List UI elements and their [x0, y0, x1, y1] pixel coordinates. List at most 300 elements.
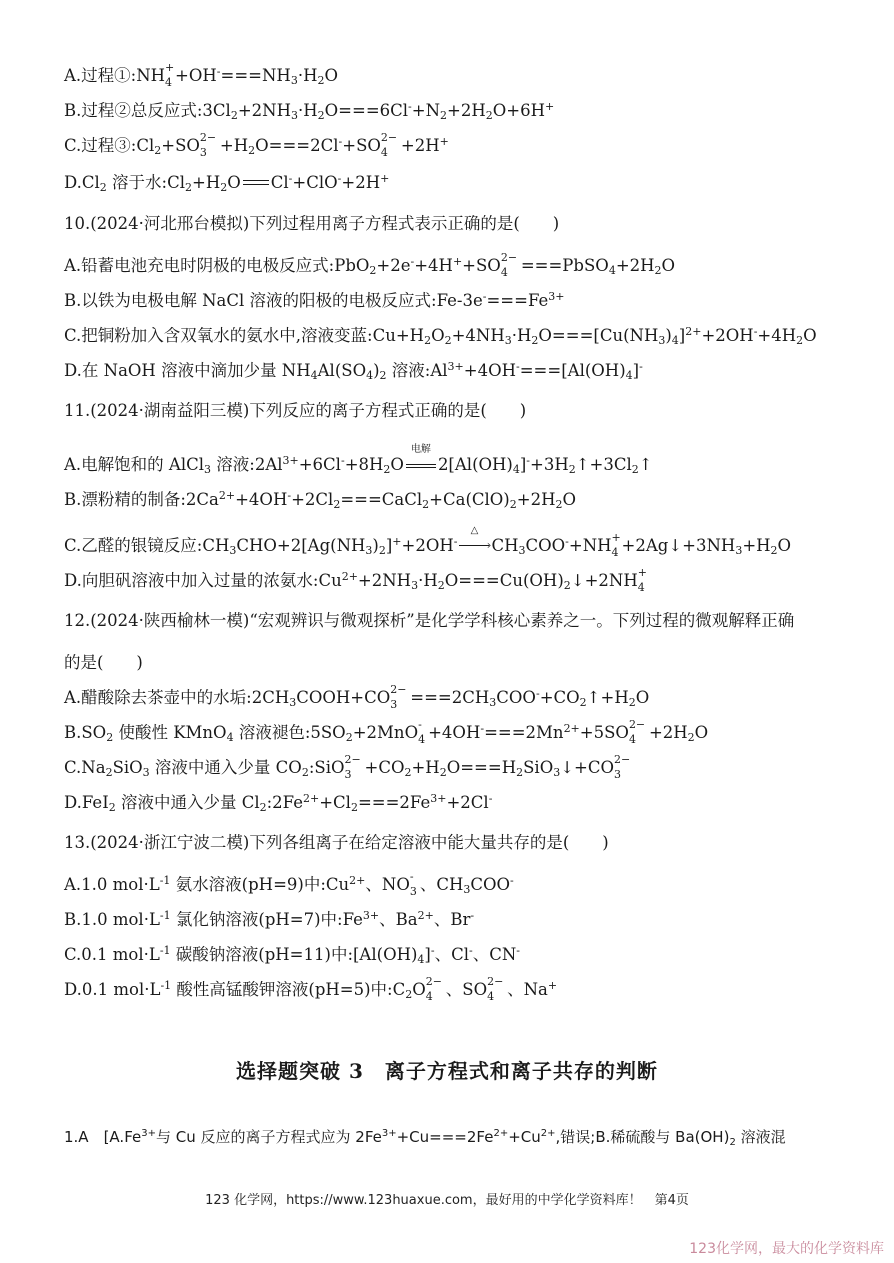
text-run: O	[412, 980, 426, 999]
text-run: O	[431, 326, 445, 345]
text-run: 溶液:2Al	[211, 455, 283, 474]
text-run: +CO	[364, 758, 405, 777]
text-run: +6Cl	[298, 455, 341, 474]
text-run: +2Ag↓+3NH	[621, 536, 736, 555]
text-run: Cl	[270, 173, 289, 192]
subscript: 2	[108, 801, 116, 814]
option-line	[64, 683, 650, 711]
subscript: 4	[671, 334, 679, 347]
text-run: D.Cl	[64, 173, 100, 192]
option-line	[64, 173, 389, 193]
text-run: +Cu	[508, 1128, 541, 1146]
option-line	[64, 131, 449, 159]
text-run: O	[635, 688, 650, 707]
text-run: 溶于水:Cl	[106, 173, 186, 192]
text-run: ·H	[511, 326, 532, 345]
subscript: 2	[369, 264, 377, 277]
subscript: 3	[291, 109, 298, 122]
superscript: 2+	[341, 570, 358, 583]
subscript: 2	[770, 544, 778, 557]
text-run: +2H	[447, 101, 486, 120]
text-run: ↓+CO	[560, 758, 615, 777]
superscript: -	[526, 454, 531, 467]
text-run: +2MnO	[352, 723, 419, 742]
option-line	[64, 945, 520, 965]
text-run: 酸性高锰酸钾溶液(pH=5)中:C	[171, 980, 406, 999]
text-run	[406, 464, 436, 465]
subscript: 2	[106, 731, 114, 744]
subscript: 2	[444, 334, 452, 347]
text-run: 3	[344, 768, 352, 781]
text-run: 电解	[410, 444, 431, 455]
text-run: O	[562, 490, 576, 509]
option-line	[64, 444, 653, 476]
text-run: D.向胆矾溶液中加入过量的浓氨水:Cu	[64, 571, 342, 590]
text-run: ===2CH	[410, 688, 490, 707]
text-run: +Cl	[319, 793, 351, 812]
heat-arrow-icon	[457, 525, 492, 556]
text-run: C.乙醛的银镜反应:CH	[64, 536, 230, 555]
subscript: 2	[350, 801, 358, 814]
text-run: C.过程③:Cl	[64, 136, 155, 155]
text-run: 2−	[500, 251, 518, 264]
text-run: 2−	[425, 975, 442, 988]
text-run: +4H	[757, 326, 797, 345]
text-run: +4OH	[463, 361, 517, 380]
text-run: O===6Cl	[324, 101, 409, 120]
text-run: +5SO	[579, 723, 629, 742]
text-run: +OH	[175, 66, 217, 85]
superscript: -	[430, 944, 435, 957]
text-run: ===2Mn	[484, 723, 564, 742]
answer-line	[64, 1127, 786, 1147]
text-run	[409, 870, 420, 898]
question-title	[64, 401, 526, 421]
text-run	[500, 251, 521, 279]
text-run	[344, 753, 365, 781]
subscript: 2	[379, 369, 387, 382]
text-run: SiO	[112, 758, 143, 777]
text-run: +2H	[516, 490, 556, 509]
superscript: 2+	[493, 1128, 509, 1139]
text-run: +NH	[568, 536, 612, 555]
subscript: 2	[424, 334, 432, 347]
text-run: B.过程②总反应式:3Cl	[64, 101, 231, 120]
subscript: 2	[485, 109, 493, 122]
text-run: 2−	[390, 683, 407, 696]
option-line	[64, 718, 709, 746]
text-run: +SO	[462, 256, 501, 275]
subscript: 2	[563, 579, 571, 592]
text-run: 氯化钠溶液(pH=7)中:Fe	[170, 910, 363, 929]
text-run: :2Fe	[266, 793, 303, 812]
text-run: B.漂粉精的制备:2Ca	[64, 490, 219, 509]
text-run: 3	[390, 698, 398, 711]
text-run: O	[694, 723, 709, 742]
page-footer: 123 化学网，https://www.123huaxue.com，最好用的中学化学资料库！ 第4页	[205, 1193, 689, 1208]
text-run: O	[324, 66, 338, 85]
text-run: CHO+2[Ag(NH	[236, 536, 366, 555]
superscript: -	[516, 360, 520, 373]
superscript: 2+	[218, 489, 236, 502]
superscript: 3+	[141, 1128, 156, 1139]
text-run: 4	[611, 546, 619, 559]
text-run: 溶液褪色:5SO	[233, 723, 346, 742]
subscript: 3	[504, 334, 512, 347]
text-run: ·H	[298, 101, 318, 120]
text-run: ·H	[297, 66, 318, 85]
subscript: 2	[654, 264, 662, 277]
subscript: 2	[230, 109, 238, 122]
superscript: 2+	[417, 909, 434, 922]
text-run: +2NH	[237, 101, 291, 120]
text-run: ===CaCl	[340, 490, 423, 509]
text-run: 12.(2024·陕西榆林一模)“宏观辨识与微观探析”是化学学科核心素养之一。下列过程的微观解释正确	[64, 611, 795, 630]
subscript: 2	[568, 463, 576, 476]
subscript: 2	[440, 109, 448, 122]
subscript: 2	[579, 696, 587, 709]
subscript: 2	[154, 144, 162, 157]
superscript: -1	[159, 874, 171, 887]
text-run: +4OH	[428, 723, 481, 742]
text-run: ↑	[638, 455, 653, 474]
text-run: A.过程①:NH	[64, 66, 166, 85]
subscript: 3	[489, 696, 497, 709]
text-run: 溶液中通入少量 CO	[149, 758, 302, 777]
text-run	[459, 545, 489, 546]
subscript: 2	[383, 463, 391, 476]
subscript: 2	[317, 74, 325, 87]
text-run: -	[409, 870, 414, 883]
text-run: 2[Al(OH)	[437, 455, 513, 474]
text-run: ]	[678, 326, 686, 345]
subscript: 4	[625, 369, 633, 382]
text-run	[614, 753, 634, 781]
option-line	[64, 566, 648, 594]
text-run: ]	[424, 945, 431, 964]
text-run: 2−	[628, 718, 646, 731]
superscript: -	[753, 325, 758, 338]
subscript: 2	[378, 544, 386, 557]
text-run: D.FeI	[64, 793, 109, 812]
subscript: 2	[437, 579, 445, 592]
text-run: +4NH	[451, 326, 505, 345]
superscript: 3+	[548, 290, 565, 303]
electrolysis-condition-icon	[404, 444, 438, 475]
option-line	[64, 870, 514, 898]
superscript: -	[337, 172, 342, 185]
text-run: 1.A [A.Fe	[64, 1128, 142, 1146]
text-run: +Cu===2Fe	[396, 1128, 494, 1146]
superscript: -	[510, 874, 514, 887]
text-run: +H	[411, 758, 440, 777]
superscript: -	[639, 360, 643, 373]
text-run: 、CH	[419, 875, 464, 894]
subscript: 2	[185, 181, 193, 194]
subscript: 3	[142, 766, 150, 779]
text-run	[406, 467, 436, 468]
text-run: 、NO	[365, 875, 410, 894]
text-run	[380, 131, 401, 159]
text-run: )	[372, 536, 379, 555]
subscript: 4	[226, 731, 234, 744]
text-run: )	[665, 326, 672, 345]
subscript: 2	[628, 696, 636, 709]
text-run: +SO	[161, 136, 200, 155]
superscript: -	[453, 535, 458, 548]
text-run: 氨水溶液(pH=9)中:Cu	[170, 875, 350, 894]
subscript: 2	[333, 498, 341, 511]
option-line	[64, 251, 676, 279]
text-run	[611, 531, 622, 559]
text-run: A.醋酸除去茶壶中的水垢:2CH	[64, 688, 290, 707]
text-run: 3	[614, 768, 622, 781]
text-run: A.铅蓄电池充电时阴极的电极反应式:PbO	[64, 256, 370, 275]
superscript: -1	[159, 944, 171, 957]
text-run: O===H	[446, 758, 517, 777]
text-run: CH	[491, 536, 519, 555]
reversible-arrow-icon	[241, 173, 271, 193]
superscript: -	[408, 100, 412, 113]
text-run	[628, 718, 649, 746]
subscript: 3	[290, 74, 298, 87]
text-run: O===2Cl	[255, 136, 339, 155]
text-run: ===PbSO	[520, 256, 609, 275]
text-run: 使酸性 KMnO	[113, 723, 227, 742]
text-run: 、CN	[472, 945, 517, 964]
text-run: ,错误;B.稀硫酸与 Ba(OH)	[555, 1128, 730, 1146]
text-run	[487, 975, 507, 1003]
text-run: +H	[742, 536, 771, 555]
text-run: B.以铁为电极电解 NaCl 溶液的阳极的电极反应式:Fe-3e	[64, 291, 483, 310]
superscript: +	[545, 100, 555, 113]
text-run: +2OH	[701, 326, 754, 345]
text-run: 4	[500, 266, 508, 279]
text-run: O	[777, 536, 792, 555]
subscript: 2	[317, 109, 325, 122]
option-line	[64, 793, 492, 813]
text-run: 3	[409, 885, 417, 898]
text-run: +ClO	[292, 173, 338, 192]
superscript: -	[338, 135, 343, 148]
subscript: 2	[687, 731, 695, 744]
text-run: B.1.0 mol·L	[64, 910, 160, 929]
text-run: +2Cl	[446, 793, 489, 812]
subscript: 2	[301, 766, 309, 779]
text-run: D.0.1 mol·L	[64, 980, 161, 999]
text-run: +4H	[414, 256, 453, 275]
superscript: -	[288, 172, 293, 185]
option-line	[64, 61, 338, 89]
text-run: 10.(2024·河北邢台模拟)下列过程用离子方程式表示正确的是( )	[64, 214, 560, 233]
subscript: 3	[204, 463, 212, 476]
superscript: 2+	[303, 792, 320, 805]
text-run: ↑+H	[586, 688, 629, 707]
text-run: +	[611, 531, 621, 544]
subscript: 2	[729, 1137, 736, 1148]
text-run	[418, 718, 428, 746]
text-run: ]	[385, 536, 393, 555]
text-run: 、Br	[433, 910, 471, 929]
superscript: +	[392, 535, 402, 548]
superscript: 3+	[381, 1128, 397, 1139]
superscript: -	[468, 944, 473, 957]
text-run: +	[165, 61, 175, 74]
option-line	[64, 525, 792, 559]
text-run: O	[227, 173, 241, 192]
text-run: ===NH	[220, 66, 291, 85]
text-run: 11.(2024·湖南益阳三模)下列反应的离子方程式正确的是( )	[64, 401, 527, 420]
superscript: -	[410, 255, 415, 268]
superscript: +	[547, 979, 558, 992]
text-run: C.0.1 mol·L	[64, 945, 160, 964]
option-line	[64, 910, 474, 930]
subscript: 3	[518, 544, 526, 557]
subscript: 2	[259, 801, 267, 814]
watermark: 123化学网，最大的化学资料库	[689, 1241, 884, 1257]
text-run: -	[418, 718, 422, 731]
superscript: 2+	[563, 722, 580, 735]
subscript: 2	[509, 498, 517, 511]
superscript: -	[482, 290, 487, 303]
superscript: -	[535, 687, 540, 700]
text-run: 、Na	[507, 980, 548, 999]
text-run: +2NH	[357, 571, 412, 590]
subscript: 2	[439, 766, 447, 779]
text-run: 、Cl	[434, 945, 469, 964]
subscript: 3	[229, 544, 237, 557]
text-run: +3H	[530, 455, 569, 474]
text-run: 4	[628, 733, 636, 746]
text-run: O+6H	[492, 101, 545, 120]
superscript: +	[439, 135, 449, 148]
superscript: -	[470, 909, 475, 922]
subscript: 2	[99, 181, 107, 194]
text-run: 溶液混	[735, 1128, 786, 1146]
subscript: 2	[555, 498, 563, 511]
superscript: 2+	[685, 325, 702, 338]
text-run: +2H	[341, 173, 381, 192]
text-run: +2H	[648, 723, 688, 742]
superscript: 3+	[447, 360, 464, 373]
text-run: ·H	[418, 571, 438, 590]
text-run: 与 Cu 反应的离子方程式应为 2Fe	[155, 1128, 382, 1146]
superscript: -	[216, 65, 221, 78]
text-run: 碳酸钠溶液(pH=11)中:[Al(OH)	[170, 945, 418, 964]
subscript: 4	[310, 369, 318, 382]
text-run: C.把铜粉加入含双氧水的氨水中,溶液变蓝:Cu+H	[64, 326, 425, 345]
subscript: 2	[220, 181, 228, 194]
text-run: :SiO	[308, 758, 345, 777]
text-run: +CO	[539, 688, 580, 707]
text-run: +N	[411, 101, 441, 120]
option-line	[64, 975, 558, 1003]
subscript: 2	[516, 766, 524, 779]
text-run: B.SO	[64, 723, 107, 742]
text-run: A.1.0 mol·L	[64, 875, 160, 894]
text-run: +2H	[615, 256, 655, 275]
text-run	[390, 683, 410, 711]
text-run: ›	[486, 538, 492, 552]
text-run	[199, 131, 220, 159]
text-run: △	[470, 525, 479, 536]
text-run: 的是( )	[64, 653, 143, 672]
text-run	[637, 566, 648, 594]
subscript: 2	[105, 766, 113, 779]
text-run: O	[803, 326, 817, 345]
text-run: ]	[632, 361, 640, 380]
text-run: O	[390, 455, 404, 474]
text-run: 4	[487, 990, 495, 1003]
subscript: 2	[248, 144, 256, 157]
text-run: +2OH	[401, 536, 454, 555]
superscript: -	[287, 489, 292, 502]
text-run: 2−	[199, 131, 217, 144]
text-run: +SO	[342, 136, 381, 155]
text-run: 4	[418, 733, 426, 746]
subscript: 2	[405, 988, 413, 1001]
superscript: -	[480, 722, 485, 735]
subscript: 4	[512, 463, 520, 476]
text-run: O===[Cu(NH	[538, 326, 659, 345]
text-run	[165, 61, 175, 89]
subscript: 2	[345, 731, 353, 744]
text-run: )	[373, 361, 380, 380]
superscript: -1	[159, 909, 171, 922]
text-run: A.电解饱和的 AlCl	[64, 455, 205, 474]
question-title	[64, 833, 609, 853]
superscript: +	[452, 255, 463, 268]
question-title	[64, 611, 794, 631]
superscript: 3+	[430, 792, 447, 805]
subscript: 3	[365, 544, 373, 557]
text-run: 2−	[380, 131, 398, 144]
text-run: ↓+2NH	[570, 571, 638, 590]
text-run: ===2Fe	[357, 793, 431, 812]
text-run: 、SO	[445, 980, 488, 999]
text-run: 4	[380, 146, 388, 159]
text-run: 溶液中通入少量 Cl	[115, 793, 260, 812]
text-run: ]	[519, 455, 527, 474]
text-run: ===Fe	[486, 291, 549, 310]
subscript: 3	[289, 696, 297, 709]
subscript: 3	[553, 766, 561, 779]
subscript: 2	[531, 334, 539, 347]
option-line	[64, 291, 564, 311]
text-run: C.Na	[64, 758, 106, 777]
subscript: 3	[411, 579, 419, 592]
text-run: D.在 NaOH 溶液中滴加少量 NH	[64, 361, 311, 380]
text-run: COO	[525, 536, 566, 555]
text-run	[425, 975, 446, 1003]
text-run: SiO	[523, 758, 554, 777]
text-run: +H	[219, 136, 249, 155]
superscript: 3+	[362, 909, 380, 922]
section-heading: 选择题突破 3 离子方程式和离子共存的判断	[236, 1059, 658, 1083]
subscript: 4	[417, 953, 425, 966]
text-run: O===Cu(OH)	[444, 571, 564, 590]
subscript: 2	[796, 334, 804, 347]
text-run: +	[637, 566, 647, 579]
text-run: +Ca(ClO)	[429, 490, 510, 509]
text-run: +2Cl	[291, 490, 334, 509]
superscript: -	[516, 944, 520, 957]
question-title	[64, 214, 559, 234]
option-line	[64, 101, 554, 121]
option-line	[64, 753, 634, 781]
text-run: 13.(2024·浙江宁波二模)下列各组离子在给定溶液中能大量共存的是( )	[64, 833, 609, 852]
subscript: 3	[463, 883, 471, 896]
